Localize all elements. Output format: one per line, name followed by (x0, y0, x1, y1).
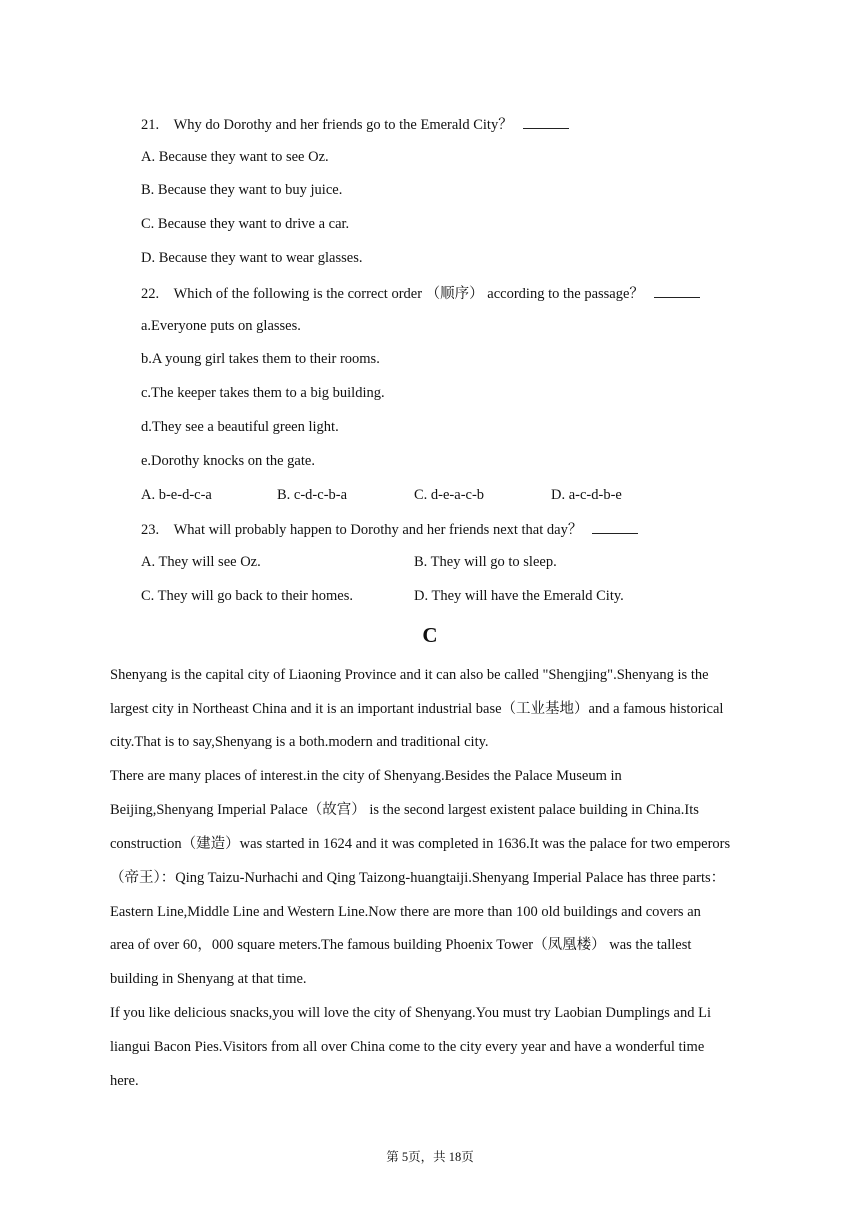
passage-line: city.That is to say,Shenyang is a both.modern and traditional city. (110, 734, 489, 750)
question-23-stem (141, 519, 638, 539)
passage-line: liangui Bacon Pies.Visitors from all over China come to the city every year and have a wonderful time (110, 1039, 705, 1055)
question-22-event-d: d.They see a beautiful green light. (141, 419, 339, 435)
question-22-stem (141, 283, 700, 303)
page-footer: 第 5页，共 18页 (386, 1150, 474, 1164)
question-23-option-c: C. They will go back to their homes. (141, 588, 353, 604)
question-21-option-c: C. Because they want to drive a car. (141, 216, 350, 232)
passage-line: largest city in Northeast China and it is an important industrial base（工业基地）and a famous historical (110, 701, 724, 717)
passage-line: Eastern Line,Middle Line and Western Line.Now there are more than 100 old buildings and covers an (110, 904, 701, 920)
question-23-option-b: B. They will go to sleep. (414, 554, 557, 570)
question-21-option-b: B. Because they want to buy juice. (141, 182, 343, 198)
passage-line: Shenyang is the capital city of Liaoning Province and it can also be called "Shengjing".Shenyang is the (110, 667, 709, 683)
answer-blank[interactable] (654, 283, 700, 298)
passage-line: here. (110, 1073, 139, 1089)
question-22-event-a: a.Everyone puts on glasses. (141, 318, 301, 334)
question-23-text: 23. What will probably happen to Dorothy and her friends next that day？ (141, 522, 583, 538)
passage-line: There are many places of interest.in the city of Shenyang.Besides the Palace Museum in (110, 768, 622, 784)
question-21-option-a: A. Because they want to see Oz. (141, 149, 329, 165)
question-21-stem (141, 114, 569, 134)
question-21-option-d: D. Because they want to wear glasses. (141, 250, 363, 266)
passage-line: area of over 60，000 square meters.The famous building Phoenix Tower（凤凰楼） was the tallest (110, 937, 692, 953)
question-21-text: 21. Why do Dorothy and her friends go to the Emerald City？ (141, 117, 513, 133)
passage-line: If you like delicious snacks,you will love the city of Shenyang.You must try Laobian Dumplings and Li (110, 1005, 712, 1021)
passage-line: construction（建造）was started in 1624 and it was completed in 1636.It was the palace for two emperors (110, 836, 731, 852)
passage-line: building in Shenyang at that time. (110, 971, 307, 987)
question-22-option-c: C. d-e-a-c-b (414, 487, 485, 503)
passage-line: Beijing,Shenyang Imperial Palace（故宫） is the second largest existent palace building in China.Its (110, 802, 699, 818)
question-22-option-a: A. b-e-d-c-a (141, 487, 212, 503)
question-23-option-d: D. They will have the Emerald City. (414, 588, 624, 604)
answer-blank[interactable] (592, 519, 638, 534)
question-23-option-a: A. They will see Oz. (141, 554, 261, 570)
question-22-event-e: e.Dorothy knocks on the gate. (141, 453, 315, 469)
passage-line: （帝王）：Qing Taizu-Nurhachi and Qing Taizong-huangtaiji.Shenyang Imperial Palace has three parts： (110, 870, 726, 886)
question-22-option-b: B. c-d-c-b-a (277, 487, 348, 503)
question-22-event-b: b.A young girl takes them to their rooms. (141, 351, 380, 367)
question-22-event-c: c.The keeper takes them to a big building. (141, 385, 385, 401)
answer-blank[interactable] (523, 114, 569, 129)
question-22-option-d: D. a-c-d-b-e (551, 487, 622, 503)
question-22-text: 22. Which of the following is the correct order （顺序） according to the passage？ (141, 286, 644, 302)
section-title: C (422, 623, 438, 647)
